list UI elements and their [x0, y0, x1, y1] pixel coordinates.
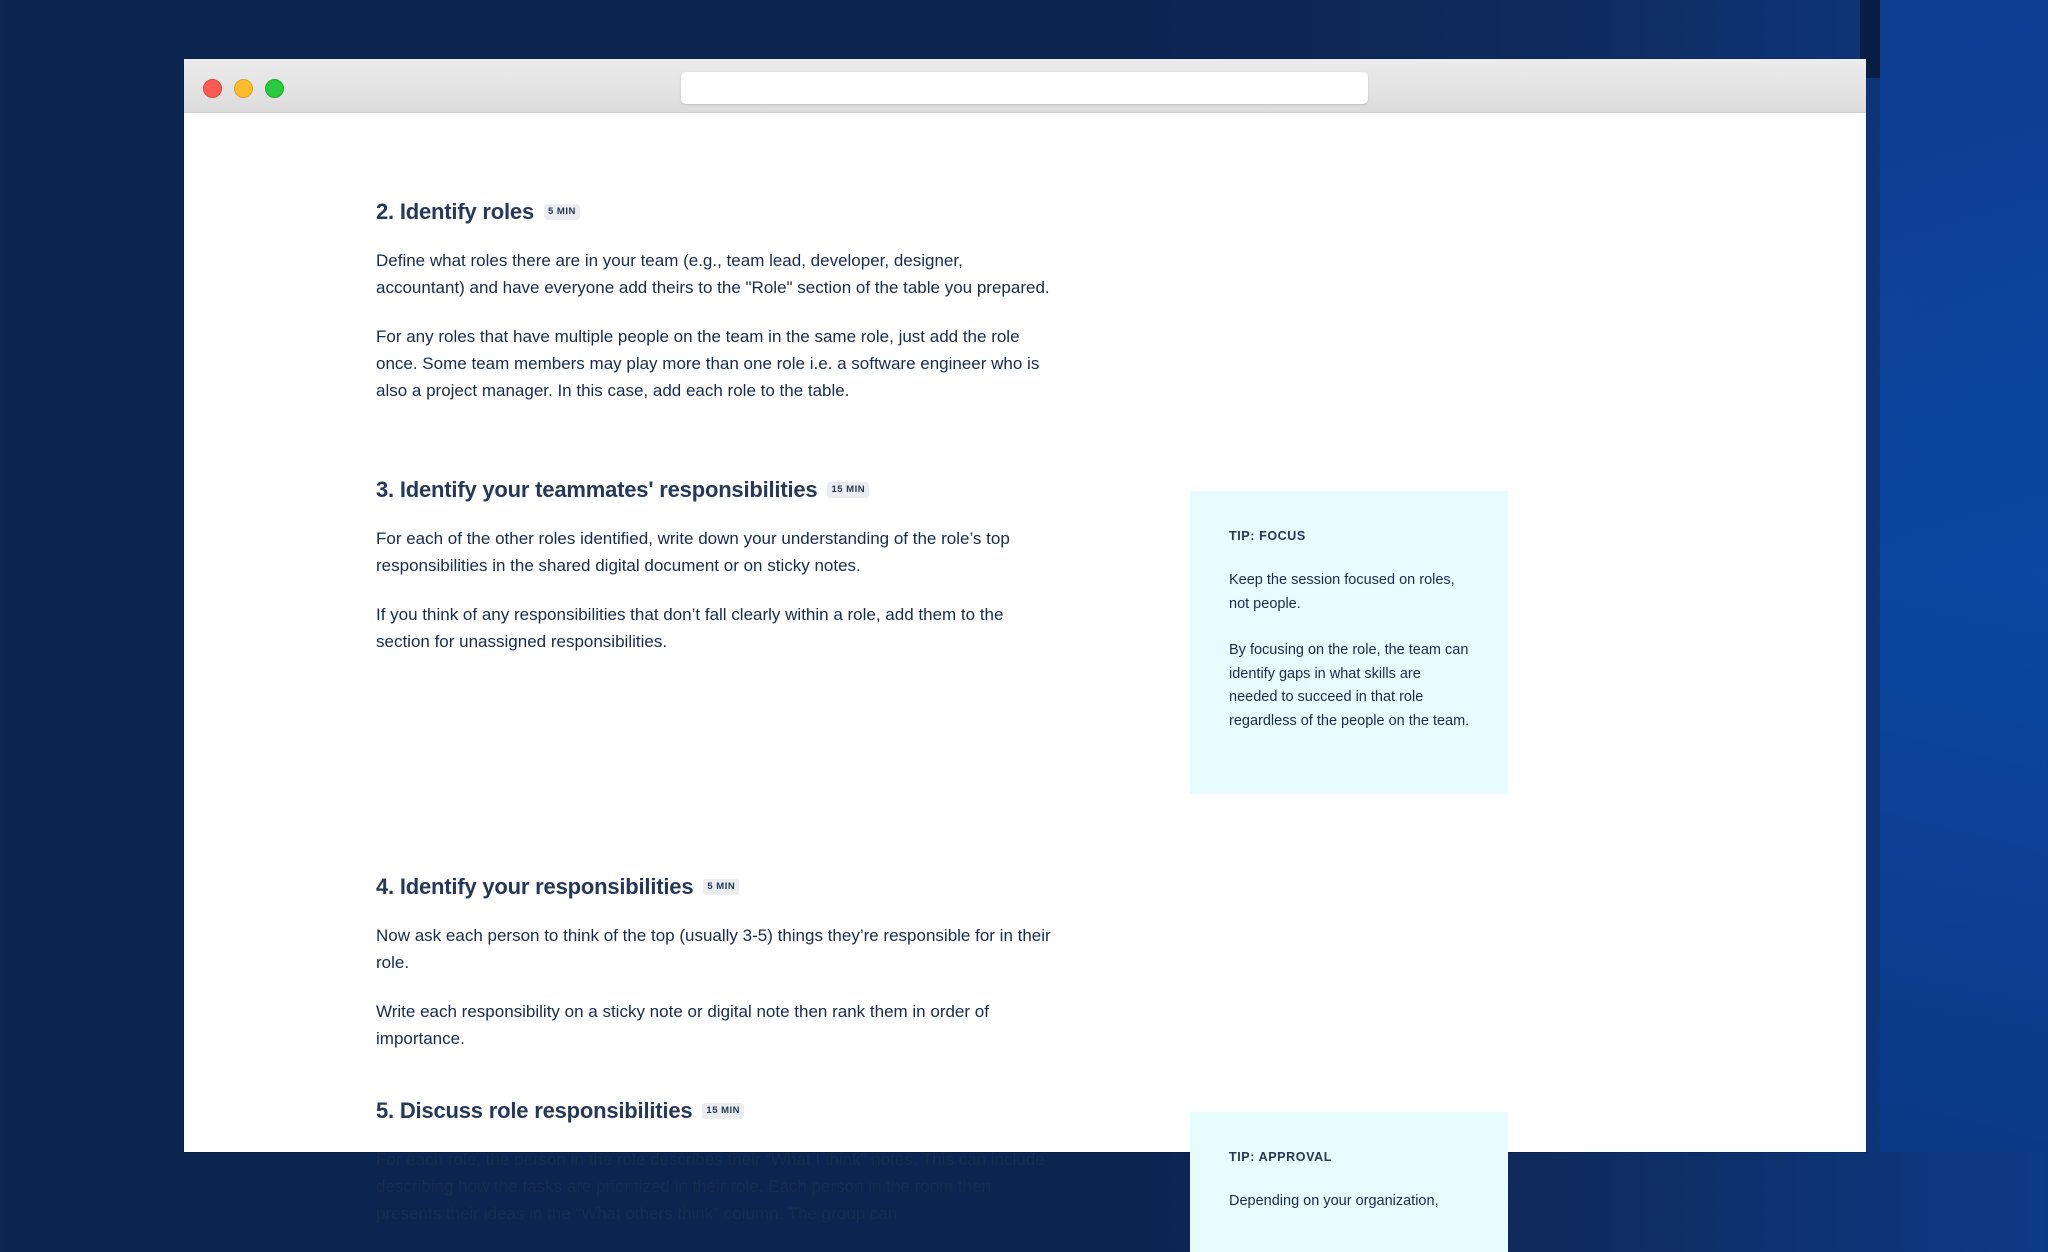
section-paragraph: If you think of any responsibilities that don’t fall clearly within a role, add them to the section for unassigned responsibilities.	[376, 605, 1004, 651]
minimize-window-button[interactable]	[234, 79, 253, 98]
section-title: 3. Identify your teammates' responsibilities	[376, 477, 818, 502]
section-heading	[376, 1098, 1056, 1124]
section-paragraph: Now ask each person to think of the top (usually 3-5) things they’re responsible for in their role.	[376, 926, 1051, 972]
section-title: 4. Identify your responsibilities	[376, 874, 694, 899]
section-title: 2. Identify roles	[376, 199, 534, 224]
section-heading	[376, 477, 1056, 503]
tip-approval-box	[1190, 1112, 1508, 1252]
tip-paragraph: Depending on your organization,	[1229, 1193, 1439, 1209]
section-paragraph: For any roles that have multiple people on the team in the same role, just add the role once. Some team members may play more than one role i.e. a software engineer who is also a project manager. In this case, add each role to the table.	[376, 327, 1040, 400]
tip-paragraph: By focusing on the role, the team can identify gaps in what skills are needed to succeed in that role regardless of the people on the team.	[1229, 642, 1470, 729]
browser-window	[184, 59, 1866, 1223]
section-title: 5. Discuss role responsibilities	[376, 1098, 693, 1123]
section-identify-roles	[376, 199, 1056, 426]
duration-badge: 15 MIN	[827, 482, 869, 498]
duration-badge: 5 MIN	[544, 204, 580, 220]
duration-badge: 5 MIN	[703, 879, 739, 895]
tip-label: TIP: FOCUS	[1229, 529, 1306, 543]
page-content[interactable]	[184, 113, 1866, 1223]
background-blue-panel	[1880, 0, 2048, 1152]
section-paragraph: Write each responsibility on a sticky note or digital note then rank them in order of importance.	[376, 1002, 989, 1048]
section-heading	[376, 874, 1056, 900]
section-discuss-role-responsibilities	[376, 1098, 1056, 1249]
section-identify-your-responsibilities	[376, 874, 1056, 1074]
close-window-button[interactable]	[203, 79, 222, 98]
tip-focus-box	[1190, 491, 1508, 794]
address-bar[interactable]	[681, 72, 1368, 104]
section-paragraph: Define what roles there are in your team (e.g., team lead, developer, designer, accountant) and have everyone add theirs to the "Role" section of the table you prepared.	[376, 251, 1050, 297]
duration-badge: 15 MIN	[702, 1103, 744, 1119]
tip-paragraph: Keep the session focused on roles, not people.	[1229, 572, 1455, 612]
section-paragraph: For each role, the person in the role describes their “What I think” notes. This can include describing how the tasks are prioritized in their role. Each person in the room then presents their ideas in the “What others think” column. The group can	[376, 1150, 1045, 1223]
section-paragraph: For each of the other roles identified, write down your understanding of the role’s top responsibilities in the shared digital document or on sticky notes.	[376, 529, 1010, 575]
section-heading	[376, 199, 1056, 225]
window-titlebar	[184, 59, 1866, 113]
section-identify-teammates-responsibilities	[376, 477, 1056, 677]
tip-label: TIP: APPROVAL	[1229, 1150, 1332, 1164]
maximize-window-button[interactable]	[265, 79, 284, 98]
